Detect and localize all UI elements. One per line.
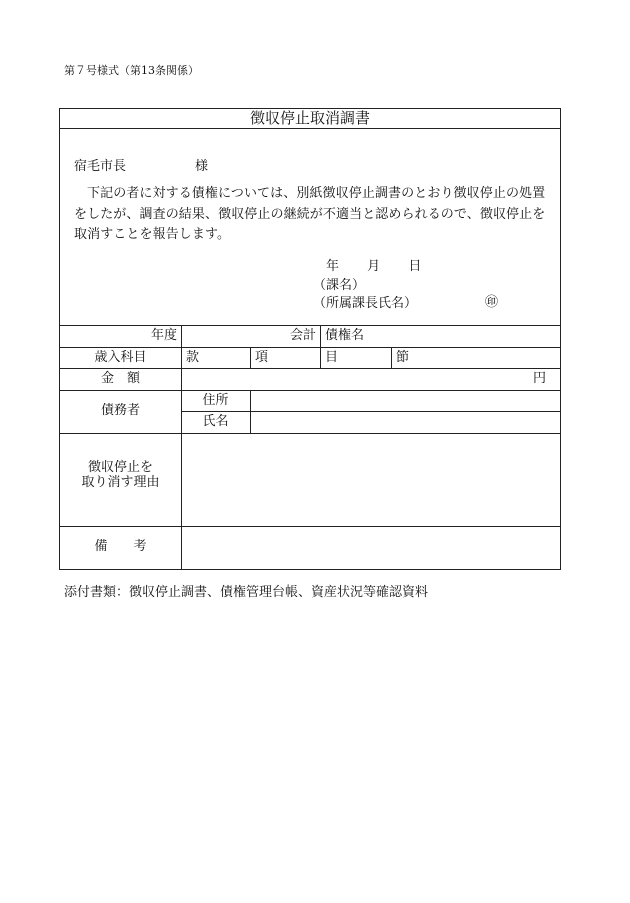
addressee-honorific: 様 — [195, 159, 209, 174]
addressee — [74, 155, 209, 174]
row-divider — [60, 433, 560, 434]
date-year: 年 — [326, 259, 340, 274]
form-number-label: 第７号様式（第13条関係） — [64, 64, 199, 77]
date-line — [326, 255, 445, 274]
document-title: 徴収停止取消調書 — [60, 109, 560, 129]
kou-label: 項 — [255, 350, 269, 365]
debtor-label: 債務者 — [100, 403, 140, 418]
reason-label-line2: 取り消す理由 — [81, 475, 160, 490]
supervisor-name-label: （所属課長氏名） — [313, 296, 418, 311]
setsu-label: 節 — [396, 350, 410, 365]
column-divider — [391, 347, 392, 369]
amount-label: 金 額 — [100, 371, 140, 386]
column-divider — [320, 325, 321, 369]
section-name-label: （課名） — [313, 278, 366, 293]
reason-label-line1: 徴収停止を — [87, 460, 153, 475]
report-body-text: 下記の者に対する債権については、別紙徴収停止調書のとおり徴収停止の処置をしたが、調査の結果、徴収停止の継続が不適当と認められるので、徴収停止を取消すことを報告します。 — [74, 186, 546, 242]
date-month: 月 — [367, 259, 381, 274]
address-label: 住所 — [202, 393, 229, 408]
budget-item-label: 歳入科目 — [94, 350, 147, 365]
fiscal-year-label: 年度 — [150, 328, 177, 343]
name-label: 氏名 — [202, 414, 229, 429]
claim-name-label: 債権名 — [325, 328, 365, 343]
seal-mark: ㊞ — [485, 295, 499, 310]
yen-unit: 円 — [532, 371, 546, 386]
kan-label: 款 — [186, 350, 200, 365]
account-label: 会計 — [289, 328, 316, 343]
form-frame — [59, 108, 561, 570]
reason-label — [60, 460, 181, 490]
addressee-name: 宿毛市長 — [74, 159, 127, 174]
column-divider — [250, 390, 251, 433]
column-divider — [181, 325, 182, 569]
row-divider — [60, 526, 560, 527]
row-divider — [60, 390, 560, 391]
date-day: 日 — [408, 259, 422, 274]
attachments-note: 添付書類：徴収停止調書、債権管理台帳、資産状況等確認資料 — [64, 585, 429, 600]
column-divider — [250, 347, 251, 369]
moku-label: 目 — [325, 350, 339, 365]
remarks-label: 備 考 — [94, 539, 147, 554]
